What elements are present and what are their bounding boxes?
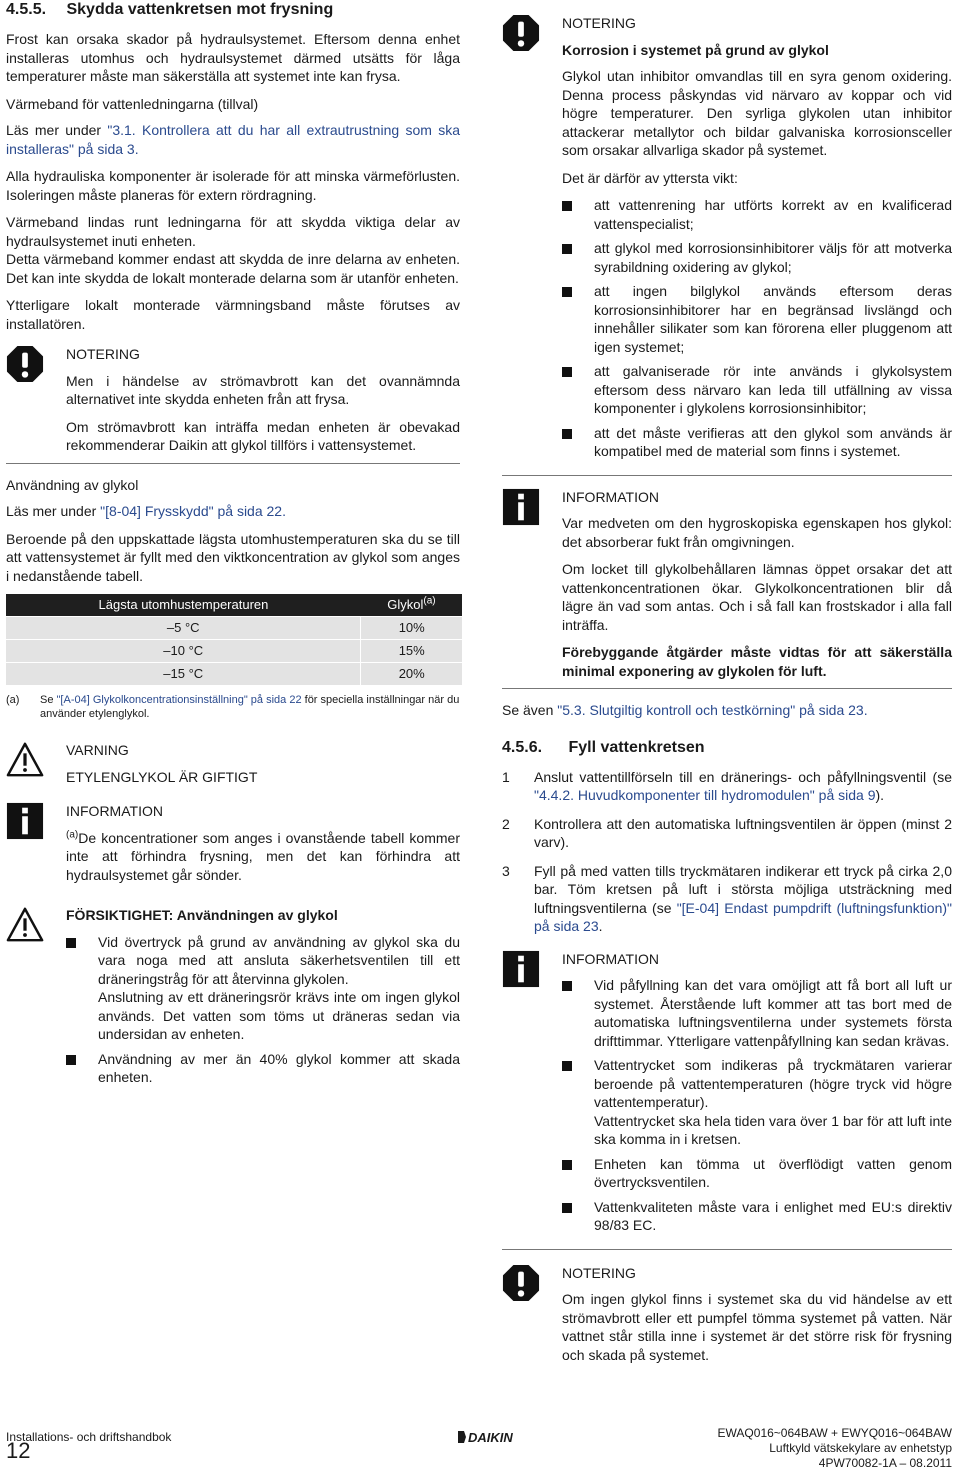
list-item: att det måste verifieras att den glykol som används är kompatibel med de material som finns i systemet.	[562, 424, 952, 461]
info-title: INFORMATION	[66, 803, 163, 819]
heat-tape-reference	[6, 121, 460, 158]
info-text: Om locket till glykolbehållaren lämnas öppet orsakar det att vattenkoncentrationen ökar. Glykolkoncentrationen blir då lägre än vad som antas. Och i så fall kan frostskador i alla fall inträffa.	[562, 561, 952, 633]
reference-link-8-04[interactable]: "[8-04] Frysskydd" på sida 22.	[100, 503, 286, 519]
note-subtitle: Korrosion i systemet på grund av glykol	[562, 41, 829, 58]
list-item-text: Anslutning av ett dräneringsrör krävs inte om ingen glykol används. Det vatten som töms ut dräneras sedan via undersidan av enheten.	[98, 989, 460, 1042]
exclamation-icon	[502, 14, 540, 52]
info-icon	[502, 488, 540, 526]
logo-text: DAIKIN	[468, 1430, 513, 1444]
note-title: NOTERING	[562, 15, 636, 31]
corrosion-list	[562, 196, 952, 461]
glycol-reference	[6, 502, 460, 521]
info-text: Var medveten om den hygroskopiska egenskapen hos glykol: det absorberar fukt från omgivningen.	[562, 515, 952, 550]
table-cell-glycol: 10%	[361, 617, 462, 640]
footnote-marker: (a)	[66, 828, 79, 840]
table-row	[6, 617, 462, 640]
info-icon	[6, 802, 44, 840]
info-body: De koncentrationer som anges i ovanstående tabell kommer inte att förhindra frysning, men det kan förhindra att hydraulsystemet går sönder.	[66, 829, 460, 883]
exclamation-icon	[6, 345, 44, 383]
note-corrosion	[502, 14, 952, 476]
list-item: att glykol med korrosionsinhibitorer väljs för att motverka syrabildning oxidering av glykol;	[562, 239, 952, 276]
list-item	[562, 1198, 952, 1235]
list-item-text: Vattentrycket som indikeras på tryckmätaren varierar beroende på vattentemperaturen (högre tryck vid högre vattentemperatur).	[594, 1057, 952, 1110]
model-code: EWAQ016~064BAW + EWYQ016~064BAW	[717, 1426, 952, 1440]
note-power-failure	[6, 345, 460, 464]
table-cell-temp: –5 °C	[6, 617, 361, 640]
table-header-glycol	[361, 594, 462, 617]
list-item-text: Vattentrycket ska hela tiden vara över 1 bar för att luft inte ska komma in i kretsen.	[594, 1112, 952, 1147]
warning-notice	[6, 741, 460, 786]
section-title: Fyll vattenkretsen	[568, 738, 705, 756]
daikin-logo	[454, 1430, 524, 1444]
right-column	[502, 0, 952, 1373]
section-title: Skydda vattenkretsen mot frysning	[66, 1, 334, 18]
list-item	[562, 976, 952, 1050]
info-title: INFORMATION	[562, 488, 659, 505]
document-code: 4PW70082-1A – 08.2011	[818, 1456, 952, 1470]
section-heading-455	[6, 0, 460, 20]
step-text: Kontrollera att den automatiska luftningsventilen är öppen (minst 2 varv).	[534, 815, 952, 850]
see-prefix: Se även	[502, 702, 558, 718]
footer-model-info	[718, 1426, 952, 1471]
warning-triangle-icon	[6, 906, 44, 944]
list-item-text: Användning av mer än 40% glykol kommer att skada enheten.	[98, 1050, 460, 1085]
footnote-prefix: Se	[40, 694, 57, 706]
table-cell-glycol: 20%	[361, 663, 462, 686]
reference-link-e-04[interactable]: "[E-04] Endast pumpdrift (luftningsfunktion)" på sida 23	[534, 899, 952, 934]
page-footer	[6, 1424, 952, 1468]
step-number: 1	[502, 768, 510, 785]
filling-info-list	[562, 976, 952, 1235]
step-text-end: .	[598, 918, 603, 934]
footnote-marker: (a)	[423, 595, 436, 607]
reference-link-5-3[interactable]: "5.3. Slutgiltig kontroll och testkörning" på sida 23.	[557, 702, 868, 718]
caution-title: FÖRSIKTIGHET: Användningen av glykol	[66, 907, 338, 923]
note-text-1: Men i händelse av strömavbrott kan det ovannämnda alternativet inte skydda enheten från att frysa.	[66, 372, 460, 407]
page-number: 12	[6, 1438, 31, 1463]
manual-title: Installations- och driftshandbok	[6, 1430, 172, 1444]
footnote-suffix: för speciella inställningar när du använder etylenglykol.	[40, 694, 460, 720]
step-text: Fyll på med vatten tills tryckmätaren indikerar ett tryck på cirka 2,0 bar. Töm kretsen på luft i största möjliga utsträckning med luftningsventilerna (se	[534, 862, 952, 916]
info-emphasis: Förebyggande åtgärder måste vidtas för att säkerställa minimal exponering av glykolen för luft.	[562, 644, 952, 679]
caution-notice	[6, 906, 460, 1087]
fill-steps	[502, 768, 952, 936]
table-cell-temp: –15 °C	[6, 663, 361, 686]
list-item-text: Enheten kan tömma ut överflödigt vatten genom övertrycksventilen.	[594, 1155, 952, 1190]
warning-title: VARNING	[66, 742, 129, 758]
left-column	[6, 0, 460, 1093]
table-cell-glycol: 15%	[361, 640, 462, 663]
intro-paragraph: Frost kan orsaka skador på hydraulsystemet. Eftersom denna enhet installeras utomhus och hydraulsystemet därmed utsätts för låga temperaturer måste man säkerställa att systemet inte kan frysa.	[6, 31, 460, 84]
warning-triangle-icon	[6, 741, 44, 779]
warning-text: ETYLENGLYKOL ÄR GIFTIGT	[66, 768, 258, 785]
footnote-tag: (a)	[6, 694, 20, 706]
info-concentration	[6, 802, 460, 884]
table-header-temperature: Lägsta utomhustemperaturen	[6, 594, 361, 617]
step-item	[502, 862, 952, 936]
note-text-2: Om strömavbrott kan inträffa medan enheten är obevakad rekommenderar Daikin att glykol tillförs i vattensystemet.	[66, 418, 460, 453]
heat-tape-heading: Värmeband för vattenledningarna (tillval)	[6, 95, 259, 112]
corrosion-text: Glykol utan inhibitor omvandlas till en syra genom oxidering. Denna process påskyndas vid närvaro av koppar och vid högre temperaturer. Den syrliga glykolen utan inhibitor attackerar metallytor och bildar galvaniska korrosionsceller som orsakar allvarliga skador på systemet.	[562, 68, 952, 158]
additional-tape-paragraph: Ytterligare lokalt monterade värmningsband måste förutses av installatören.	[6, 297, 460, 332]
heat-tape-paragraph: Värmeband lindas runt ledningarna för att skydda viktiga delar av hydraulsystemet inuti enheten.	[6, 214, 460, 249]
reference-link-3-1[interactable]: "3.1. Kontrollera att du har all extrautrustning som ska installeras" på sida 3.	[6, 122, 460, 157]
list-item	[66, 933, 460, 1044]
info-filling	[502, 950, 952, 1250]
see-prefix: Läs mer under	[6, 503, 101, 519]
step-item	[502, 768, 952, 805]
step-number: 3	[502, 862, 510, 879]
glycol-paragraph: Beroende på den uppskattade lägsta utomhustemperaturen ska du se till att vattensystemet är fyllt med den viktkoncentration av glykol som anges i nedanstående tabell.	[6, 530, 460, 584]
list-item	[562, 1155, 952, 1192]
list-item-text: Vid övertryck på grund av användning av glykol ska du vara noga med att ansluta säkerhetsventilen till ett dräneringstråg för att återvinna glykolen.	[98, 933, 460, 987]
step-text-end: ).	[875, 787, 885, 803]
exclamation-icon	[502, 1264, 540, 1302]
table-row	[6, 640, 462, 663]
footnote-text	[40, 693, 460, 721]
table-cell-temp: –10 °C	[6, 640, 361, 663]
note-no-glycol	[502, 1264, 952, 1365]
info-hygroscopic	[502, 488, 952, 690]
glycol-table	[6, 594, 462, 685]
reference-link-a-04[interactable]: "[A-04] Glykolkoncentrationsinställning" på sida 22	[56, 694, 302, 706]
step-item	[502, 815, 952, 852]
glycol-heading: Användning av glykol	[6, 476, 139, 493]
list-item-text: Vattenkvaliteten måste vara i enlighet med EU:s direktiv 98/83 EC.	[594, 1198, 952, 1233]
list-item: att galvaniserade rör inte används i glykolsystem eftersom dess närvaro kan leda till utfällning av vissa komponenter i glykolens korrosionsinhibitor;	[562, 362, 952, 418]
info-title: INFORMATION	[562, 950, 659, 967]
section-number: 4.5.5.	[6, 1, 47, 18]
step-text: Anslut vattentillförseln till en dränerings- och påfyllningsventil (se	[534, 768, 952, 785]
inner-parts-paragraph: Detta värmeband kommer endast att skydda de inre delarna av enheten. Det kan inte skydda de lokalt monterade delarna som är utanför enheten.	[6, 251, 460, 286]
table-header-row	[6, 594, 462, 617]
section-heading-456	[502, 738, 952, 758]
insulation-paragraph: Alla hydrauliska komponenter är isolerade för att minska värmeförlusten. Isoleringen måste planeras för extern rördragning.	[6, 168, 460, 203]
importance-text: Det är därför av yttersta vikt:	[562, 169, 738, 186]
section-number: 4.5.6.	[502, 738, 543, 756]
note-title: NOTERING	[562, 1264, 636, 1281]
see-also-reference	[502, 701, 952, 720]
glycol-label: Glykol	[387, 596, 424, 612]
note-text: Om ingen glykol finns i systemet ska du vid händelse av ett strömavbrott eller ett pumpfel tömma systemet på vatten. När vattnet står stilla inne i systemet är det större risk för frysning och skada på systemet.	[562, 1291, 952, 1363]
caution-list	[66, 933, 460, 1087]
info-icon	[502, 950, 540, 988]
table-footnote	[6, 693, 460, 721]
list-item: att ingen bilglykol används eftersom deras korrosionsinhibitorer har en begränsad livslängd och innehåller silikater som kan förorena eller pluggenom att igen systemet;	[562, 282, 952, 356]
step-number: 2	[502, 815, 510, 832]
list-item: att vattenrening har utförts korrekt av en kvalificerad vattenspecialist;	[562, 196, 952, 233]
list-item-text: Vid påfyllning kan det vara omöjligt att få bort all luft ur systemet. Återstående luft kommer att tas bort med de automatiska luftningsventilerna under systemets första drifttimmar. Ytterligare vattenpåfyllning kan sedan krävas.	[594, 977, 952, 1049]
list-item	[562, 1056, 952, 1149]
info-text	[66, 829, 460, 885]
note-title: NOTERING	[66, 346, 140, 362]
reference-link-4-4-2[interactable]: "4.4.2. Huvudkomponenter till hydromodulen" på sida 9	[534, 787, 876, 803]
product-name: Luftkyld vätskekylare av enhetstyp	[769, 1441, 952, 1455]
list-item	[66, 1050, 460, 1087]
see-prefix: Läs mer under	[6, 122, 108, 138]
table-row	[6, 663, 462, 686]
